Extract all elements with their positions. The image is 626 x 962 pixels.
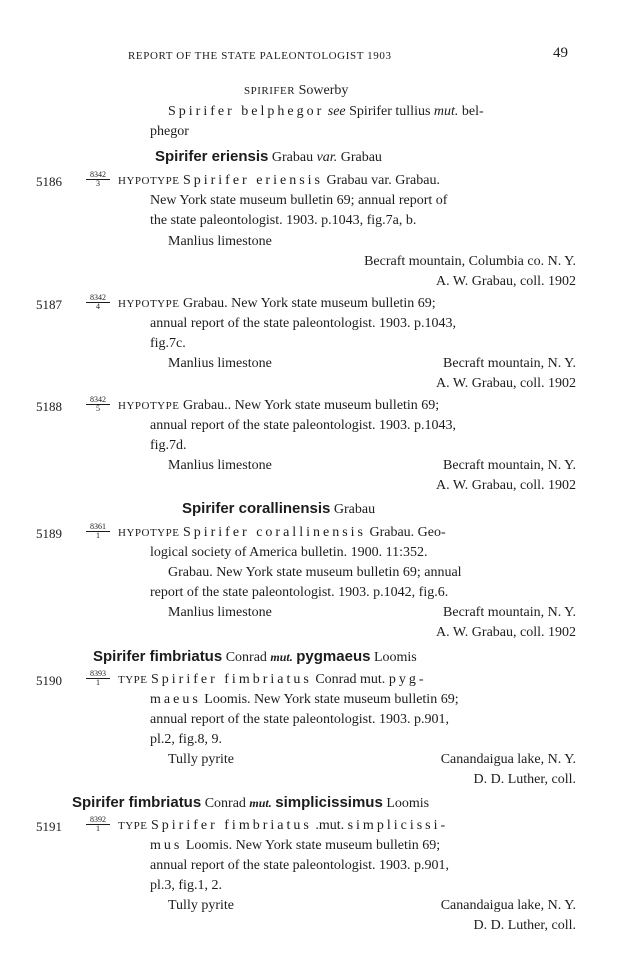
see-word: see	[327, 104, 346, 119]
locality: Becraft mountain, N. Y.	[443, 458, 576, 473]
species-heading: Spirifer corallinensis Grabau	[182, 500, 376, 517]
entry-line: report of the state paleontologist. 1903. p.1042, fig.6.	[150, 585, 449, 600]
catalog-number: 5186	[36, 174, 62, 189]
entry-line: fig.7d.	[150, 438, 187, 453]
locality: Becraft mountain, N. Y.	[443, 356, 576, 371]
genus-name: SPIRIFER	[244, 85, 296, 97]
entry-line: annual report of the state paleontologist. 1903. p.901,	[150, 858, 449, 873]
catalog-number: 5191	[36, 819, 62, 834]
species-heading: Spirifer fimbriatus Conrad mut. pygmaeus Loomis	[93, 648, 417, 665]
specimen-fraction: $\frac{8392}{1}$	[86, 816, 110, 839]
specimen-fraction: $\frac{8342}{3}$	[86, 171, 110, 194]
entry-line: New York state museum bulletin 69; annual report of	[150, 193, 448, 208]
specimen-fraction: $\frac{8342}{4}$	[86, 294, 110, 317]
locality: Becraft mountain, N. Y.	[443, 605, 576, 620]
catalog-number: 5187	[36, 297, 62, 312]
entry-line: phegor	[150, 124, 189, 139]
entry-line: Grabau. New York state museum bulletin 69; annual	[168, 565, 462, 580]
entry-line: logical society of America bulletin. 1900. 11:352.	[150, 545, 428, 560]
running-header: REPORT OF THE STATE PALEONTOLOGIST 1903	[128, 50, 392, 62]
catalog-number: 5188	[36, 399, 62, 414]
formation: Tully pyrite	[168, 898, 234, 913]
specimen-fraction: $\frac{8393}{1}$	[86, 670, 110, 693]
formation: Manlius limestone	[168, 356, 272, 371]
entry-line: Spirifer belphegor see Spirifer tullius mut. bel-	[168, 104, 484, 119]
entry-line: annual report of the state paleontologist. 1903. p.1043,	[150, 316, 456, 331]
entry-line: maeus Loomis. New York state museum bulletin 69;	[150, 692, 459, 707]
entry-line: pl.2, fig.8, 9.	[150, 732, 222, 747]
species-name-spaced: Spirifer belphegor	[168, 104, 325, 119]
genus-author: Sowerby	[298, 83, 349, 98]
type-label: HYPOTYPE	[118, 527, 180, 539]
entry-line: pl.3, fig.1, 2.	[150, 878, 222, 893]
formation: Manlius limestone	[168, 605, 272, 620]
type-label: HYPOTYPE	[118, 400, 180, 412]
collector: A. W. Grabau, coll. 1902	[436, 625, 576, 640]
entry-line: the state paleontologist. 1903. p.1043, fig.7a, b.	[150, 213, 417, 228]
entry-line: HYPOTYPE Grabau. New York state museum bulletin 69;	[118, 296, 436, 311]
entry-line: annual report of the state paleontologist. 1903. p.901,	[150, 712, 449, 727]
collector: A. W. Grabau, coll. 1902	[436, 274, 576, 289]
catalog-number: 5189	[36, 526, 62, 541]
entry-line: HYPOTYPE Grabau.. New York state museum bulletin 69;	[118, 398, 440, 413]
type-label: HYPOTYPE	[118, 175, 180, 187]
collector: D. D. Luther, coll.	[473, 772, 576, 787]
collector: A. W. Grabau, coll. 1902	[436, 478, 576, 493]
specimen-fraction: $\frac{8342}{5}$	[86, 396, 110, 419]
entry-line: annual report of the state paleontologist. 1903. p.1043,	[150, 418, 456, 433]
locality: Canandaigua lake, N. Y.	[440, 898, 576, 913]
formation: Manlius limestone	[168, 234, 272, 249]
catalog-number: 5190	[36, 673, 62, 688]
entry-line: mus Loomis. New York state museum bulletin 69;	[150, 838, 441, 853]
locality: Canandaigua lake, N. Y.	[440, 752, 576, 767]
locality: Becraft mountain, Columbia co. N. Y.	[364, 254, 576, 269]
formation: Manlius limestone	[168, 458, 272, 473]
type-label: TYPE	[118, 674, 148, 686]
entry-line: HYPOTYPE Spirifer corallinensis Grabau. Geo-	[118, 525, 446, 540]
entry-line: TYPE Spirifer fimbriatus Conrad mut. pyg-	[118, 672, 427, 687]
collector: D. D. Luther, coll.	[473, 918, 576, 933]
genus-heading	[244, 82, 348, 100]
collector: A. W. Grabau, coll. 1902	[436, 376, 576, 391]
entry-line: fig.7c.	[150, 336, 186, 351]
species-heading: Spirifer fimbriatus Conrad mut. simplicissimus Loomis	[72, 794, 430, 811]
entry-line: TYPE Spirifer fimbriatus .mut. simplicissi-	[118, 818, 449, 833]
type-label: HYPOTYPE	[118, 298, 180, 310]
formation: Tully pyrite	[168, 752, 234, 767]
page-number: 49	[553, 45, 568, 61]
type-label: TYPE	[118, 820, 148, 832]
species-heading: Spirifer eriensis Grabau var. Grabau	[155, 148, 382, 165]
entry-line: HYPOTYPE Spirifer eriensis Grabau var. Grabau.	[118, 173, 440, 188]
specimen-fraction: $\frac{8361}{1}$	[86, 523, 110, 546]
